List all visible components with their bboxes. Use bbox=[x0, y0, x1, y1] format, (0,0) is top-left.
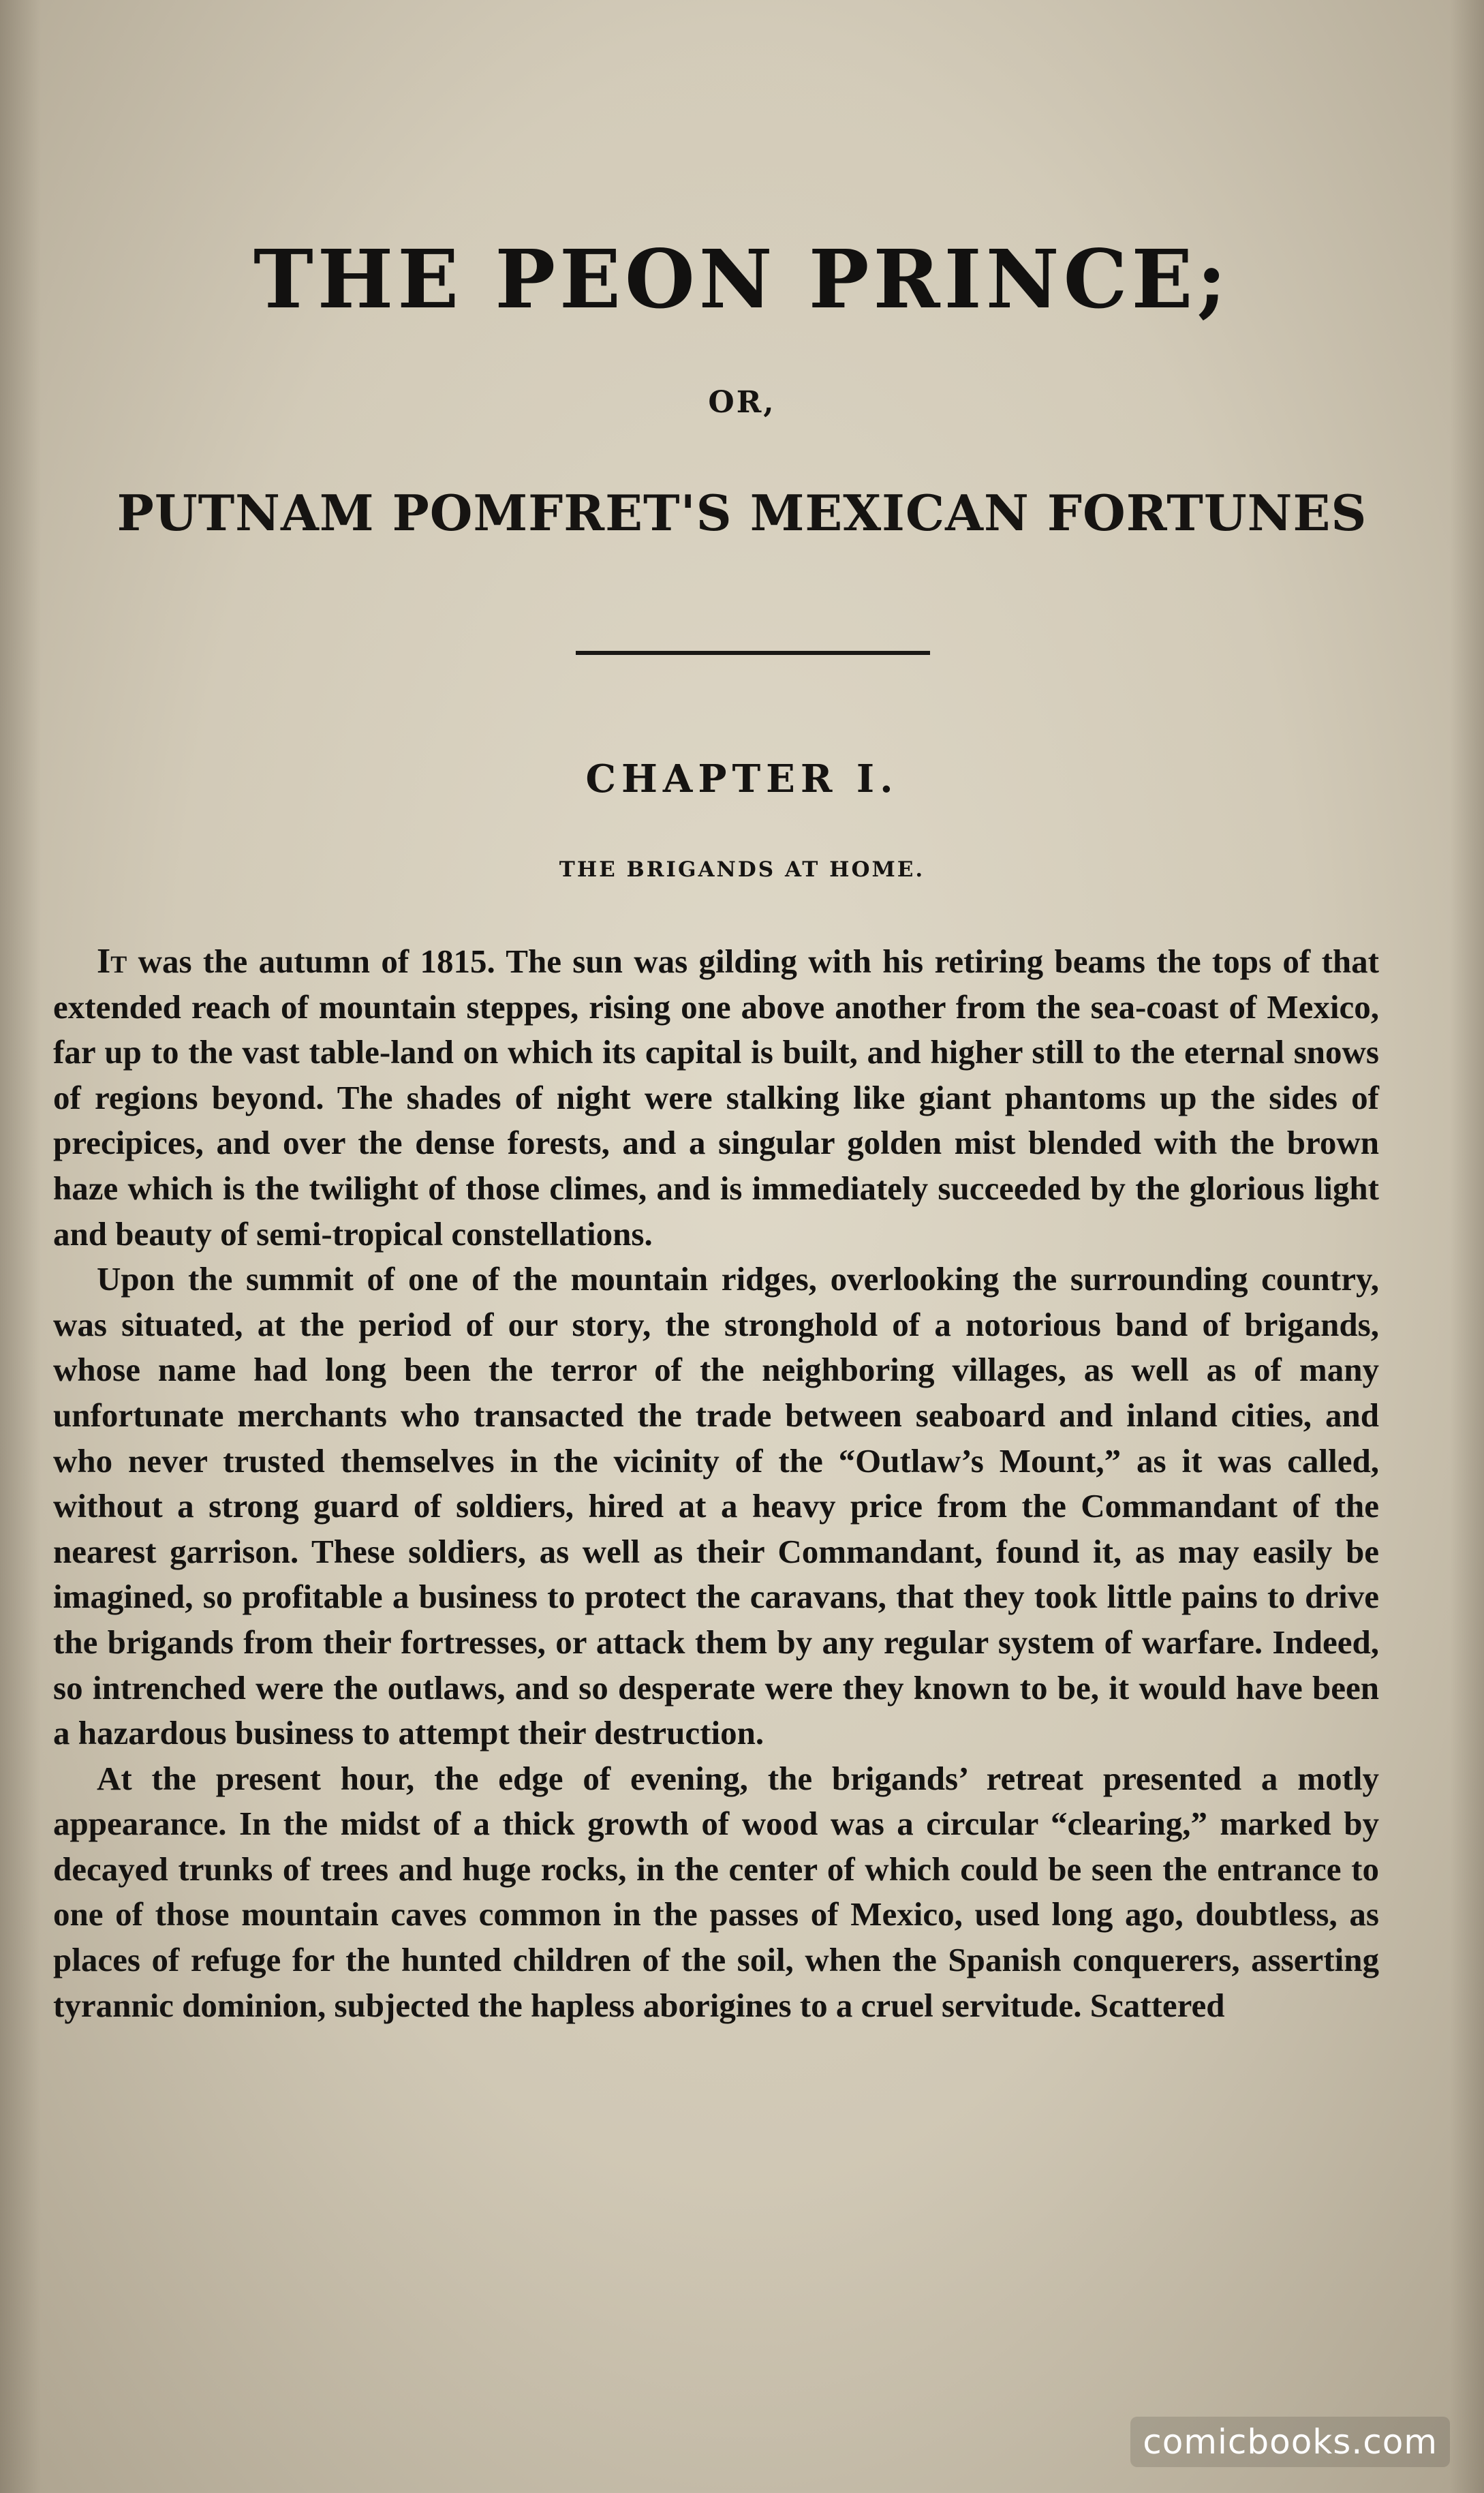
chapter-heading: CHAPTER I. bbox=[585, 756, 899, 801]
title-or: OR, bbox=[708, 385, 776, 420]
site-watermark: comicbooks.com bbox=[1130, 2417, 1450, 2467]
paragraph-1 bbox=[53, 939, 1379, 1257]
title-divider-rule bbox=[576, 651, 930, 655]
paragraph-3 bbox=[53, 1756, 1379, 2029]
book-title: THE PEON PRINCE; bbox=[253, 232, 1231, 326]
paragraph-text: was the autumn of 1815. The sun was gilding with his retiring beams the tops of that extended reach of mountain steppes, rising one above another from the sea-coast of Mexico, far up to the vast table-land on which its capital is built, and higher still to the eternal snows of regions beyond. The shades of night were stalking like giant phantoms up the sides of precipices, and over the dense forests, and a singular golden mist blended with the brown haze which is the twilight of those climes, and is immediately succeeded by the glorious light and beauty of semi-tropical constellations. bbox=[53, 943, 1379, 1253]
paragraph-text: Upon the summit of one of the mountain ridges, overlooking the surrounding country, was situated, at the period of our story, the stronghold of a notorious band of brigands, whose name had long been the terror of the neighboring villages, as well as of many unfortunate merchants who transacted the trade between seaboard and inland cities, and who never trusted themselves in the vicinity of the “Outlaw’s Mount,” as it was called, without a strong guard of soldiers, hired at a heavy price from the Commandant of the nearest garrison. These soldiers, as well as their Commandant, found it, as may easily be imagined, so profitable a business to protect the caravans, that they took little pains to drive the brigands from their fortresses, or attack them by any regular system of warfare. Indeed, so intrenched were the outlaws, and so desperate were they known to be, it would have been a hazardous business to attempt their destruction. bbox=[53, 1260, 1379, 1752]
chapter-body bbox=[53, 939, 1379, 2028]
page-edge-shadow-right bbox=[1450, 0, 1484, 2493]
paragraph-2 bbox=[53, 1257, 1379, 1756]
book-subtitle: PUTNAM POMFRET'S MEXICAN FORTUNES bbox=[117, 484, 1367, 542]
page-edge-shadow-left bbox=[0, 0, 41, 2493]
paragraph-text: At the present hour, the edge of evening, the brigands’ retreat presented a motly appearance. In the midst of a thick growth of wood was a circular “clearing,” marked by decayed trunks of trees and huge rocks, in the center of which could be seen the entrance to one of those mountain caves common in the passes of Mexico, used long ago, doubtless, as places of refuge for the hunted children of the soil, when the Spanish conquerers, asserting tyrannic dominion, subjected the hapless aborigines to a cruel servitude. Scattered bbox=[53, 1759, 1379, 2024]
chapter-subtitle: THE BRIGANDS AT HOME. bbox=[559, 857, 925, 882]
paragraph-lead-word: It bbox=[97, 942, 127, 981]
